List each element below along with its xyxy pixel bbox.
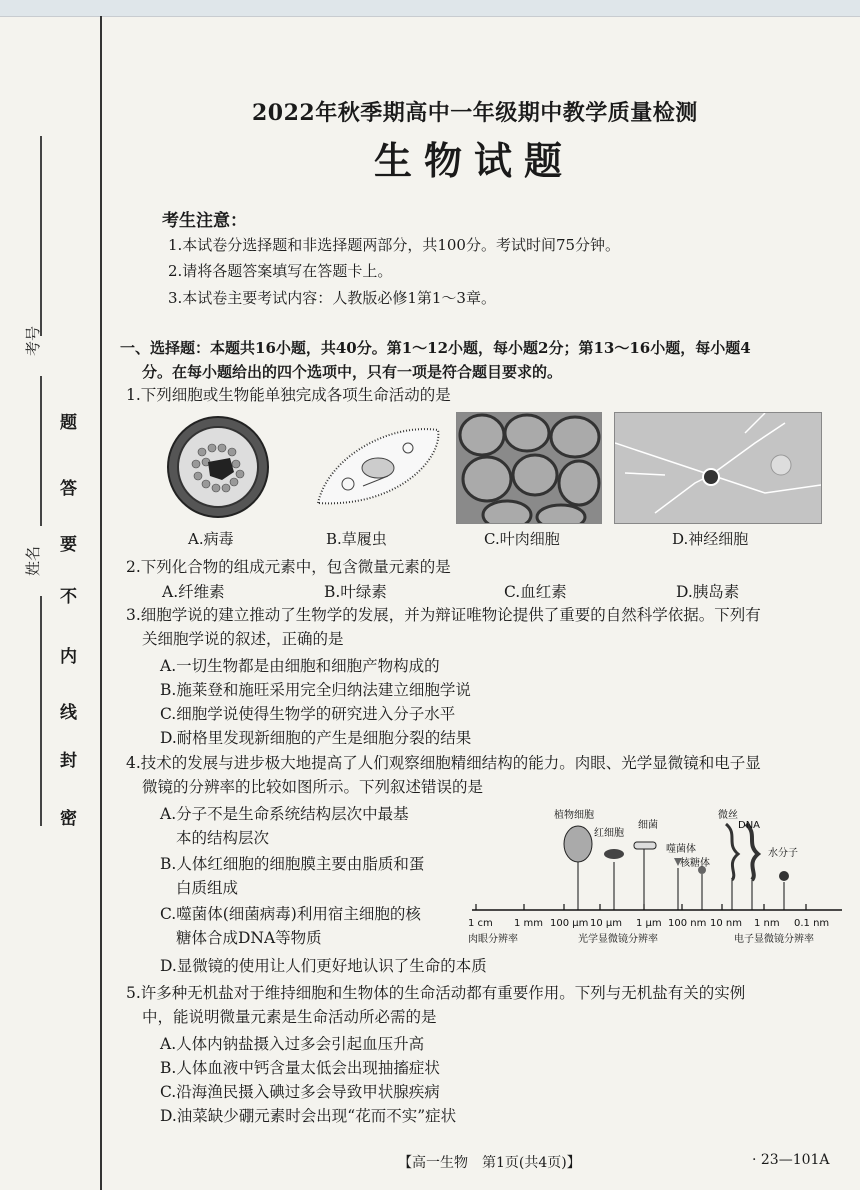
q4-option-c-1: C.噬菌体(细菌病毒)利用宿主细胞的核	[160, 905, 421, 923]
axis-tick: 0.1 nm	[794, 918, 830, 929]
q4-option-b-2: 白质组成	[176, 879, 239, 897]
seal-char: 封	[60, 751, 77, 771]
q4-option-a-2: 本的结构层次	[176, 829, 270, 847]
xingming-label: 姓名	[24, 545, 42, 576]
q1-stem: 1.下列细胞或生物能单独完成各项生命活动的是	[126, 386, 451, 404]
axis-tick: 1 mm	[514, 918, 544, 929]
seal-char: 内	[60, 647, 77, 667]
figure-label: 微丝	[718, 810, 738, 821]
q5-option-a: A.人体内钠盐摄入过多会引起血压升高	[160, 1035, 425, 1053]
figure-label: 红细胞	[594, 828, 624, 839]
section-line-2: 分。在每小题给出的四个选项中，只有一项是符合题目要求的。	[142, 363, 563, 381]
binding-line-top	[40, 136, 42, 336]
notice-item: 2.请将各题答案填写在答题卡上。	[168, 262, 393, 280]
figure-label: 噬菌体	[666, 844, 696, 855]
q5-option-c: C.沿海渔民摄入碘过多会导致甲状腺疾病	[160, 1083, 440, 1101]
seal-char: 密	[60, 809, 77, 829]
range-label: 光学显微镜分辨率	[578, 934, 658, 945]
q3-option-b: B.施莱登和施旺采用完全归纳法建立细胞学说	[160, 681, 471, 699]
q1-option-b: B.草履虫	[326, 530, 387, 548]
q4-option-d: D.显微镜的使用让人们更好地认识了生命的本质	[160, 957, 487, 975]
q5-stem-1: 5.许多种无机盐对于维持细胞和生物体的生命活动都有重要作用。下列与无机盐有关的实例	[126, 984, 746, 1002]
q5-stem-2: 中，能说明微量元素是生命活动所必需的是	[142, 1008, 437, 1026]
notice-heading: 考生注意：	[162, 211, 247, 231]
paramecium-image	[308, 418, 448, 518]
q4-option-c-2: 糖体合成DNA等物质	[176, 929, 322, 947]
binding-line-middle	[40, 376, 42, 526]
seal-char: 线	[60, 703, 77, 723]
axis-tick: 1 μm	[636, 918, 662, 929]
q3-option-d: D.耐格里发现新细胞的产生是细胞分裂的结果	[160, 729, 472, 747]
axis-tick: 10 nm	[710, 918, 742, 929]
q3-stem-2: 关细胞学说的叙述，正确的是	[142, 630, 344, 648]
q1-option-c: C.叶肉细胞	[484, 530, 560, 548]
figure-label: 水分子	[768, 848, 798, 859]
seal-char: 不	[60, 587, 77, 607]
q1-option-d: D.神经细胞	[672, 530, 749, 548]
q3-option-c: C.细胞学说使得生物学的研究进入分子水平	[160, 705, 456, 723]
seal-char: 题	[60, 413, 77, 433]
seal-char: 答	[60, 479, 77, 499]
range-label: 肉眼分辨率	[468, 934, 518, 945]
axis-tick: 100 μm	[550, 918, 589, 929]
axis-tick: 1 cm	[468, 918, 493, 929]
notice-item: 1.本试卷分选择题和非选择题两部分，共100分。考试时间75分钟。	[168, 236, 621, 254]
axis-tick: 100 nm	[668, 918, 707, 929]
notice-item: 3.本试卷主要考试内容：人教版必修1第1～3章。	[168, 289, 496, 307]
q4-option-b-1: B.人体红细胞的细胞膜主要由脂质和蛋	[160, 855, 425, 873]
q5-option-b: B.人体血液中钙含量太低会出现抽搐症状	[160, 1059, 440, 1077]
neuron-image	[614, 412, 822, 524]
figure-label: 细菌	[638, 820, 658, 831]
binding-line-bottom	[40, 596, 42, 826]
figure-label: 植物细胞	[554, 810, 594, 821]
leaf-cell-image	[456, 412, 602, 524]
section-line-1: 一、选择题：本题共16小题，共40分。第1～12小题，每小题2分；第13～16小题，每小题4	[120, 339, 751, 357]
axis-tick: 10 μm	[590, 918, 623, 929]
section-heading	[120, 336, 844, 384]
exam-subtitle: 生物试题	[374, 138, 575, 183]
figure-label: DNA	[738, 820, 761, 831]
q2-option-a: A.纤维素	[162, 583, 225, 601]
exam-title: 2022年秋季期高中一年级期中教学质量检测	[252, 100, 698, 126]
binding-margin	[0, 16, 102, 1190]
q2-option-c: C.血红素	[504, 583, 567, 601]
q5-option-d: D.油菜缺少硼元素时会出现“花而不实”症状	[160, 1107, 457, 1125]
q4-option-a-1: A.分子不是生命系统结构层次中最基	[160, 805, 409, 823]
q4-stem-1: 4.技术的发展与进步极大地提高了人们观察细胞精细结构的能力。肉眼、光学显微镜和电子显	[126, 754, 761, 772]
exam-page	[112, 0, 852, 1190]
virus-image	[162, 412, 274, 522]
q4-stem-2: 微镜的分辨率的比较如图所示。下列叙述错误的是	[142, 778, 484, 796]
q2-option-d: D.胰岛素	[676, 583, 740, 601]
page-footer-center: 【高一生物 第1页(共4页)】	[398, 1155, 581, 1171]
page-footer-right: · 23—101A	[752, 1152, 830, 1168]
q1-option-a: A.病毒	[188, 530, 234, 548]
q2-stem: 2.下列化合物的组成元素中，包含微量元素的是	[126, 558, 451, 576]
q3-stem-1: 3.细胞学说的建立推动了生物学的发展，并为辩证唯物论提供了重要的自然科学依据。下列有	[126, 606, 761, 624]
q2-option-b: B.叶绿素	[324, 583, 387, 601]
resolution-figure	[468, 804, 848, 952]
q3-option-a: A.一切生物都是由细胞和细胞产物构成的	[160, 657, 440, 675]
kaohao-label: 考号	[24, 325, 42, 356]
axis-tick: 1 nm	[754, 918, 780, 929]
figure-label: 核糖体	[680, 858, 710, 869]
range-label: 电子显微镜分辨率	[734, 934, 814, 945]
seal-char: 要	[60, 535, 77, 555]
